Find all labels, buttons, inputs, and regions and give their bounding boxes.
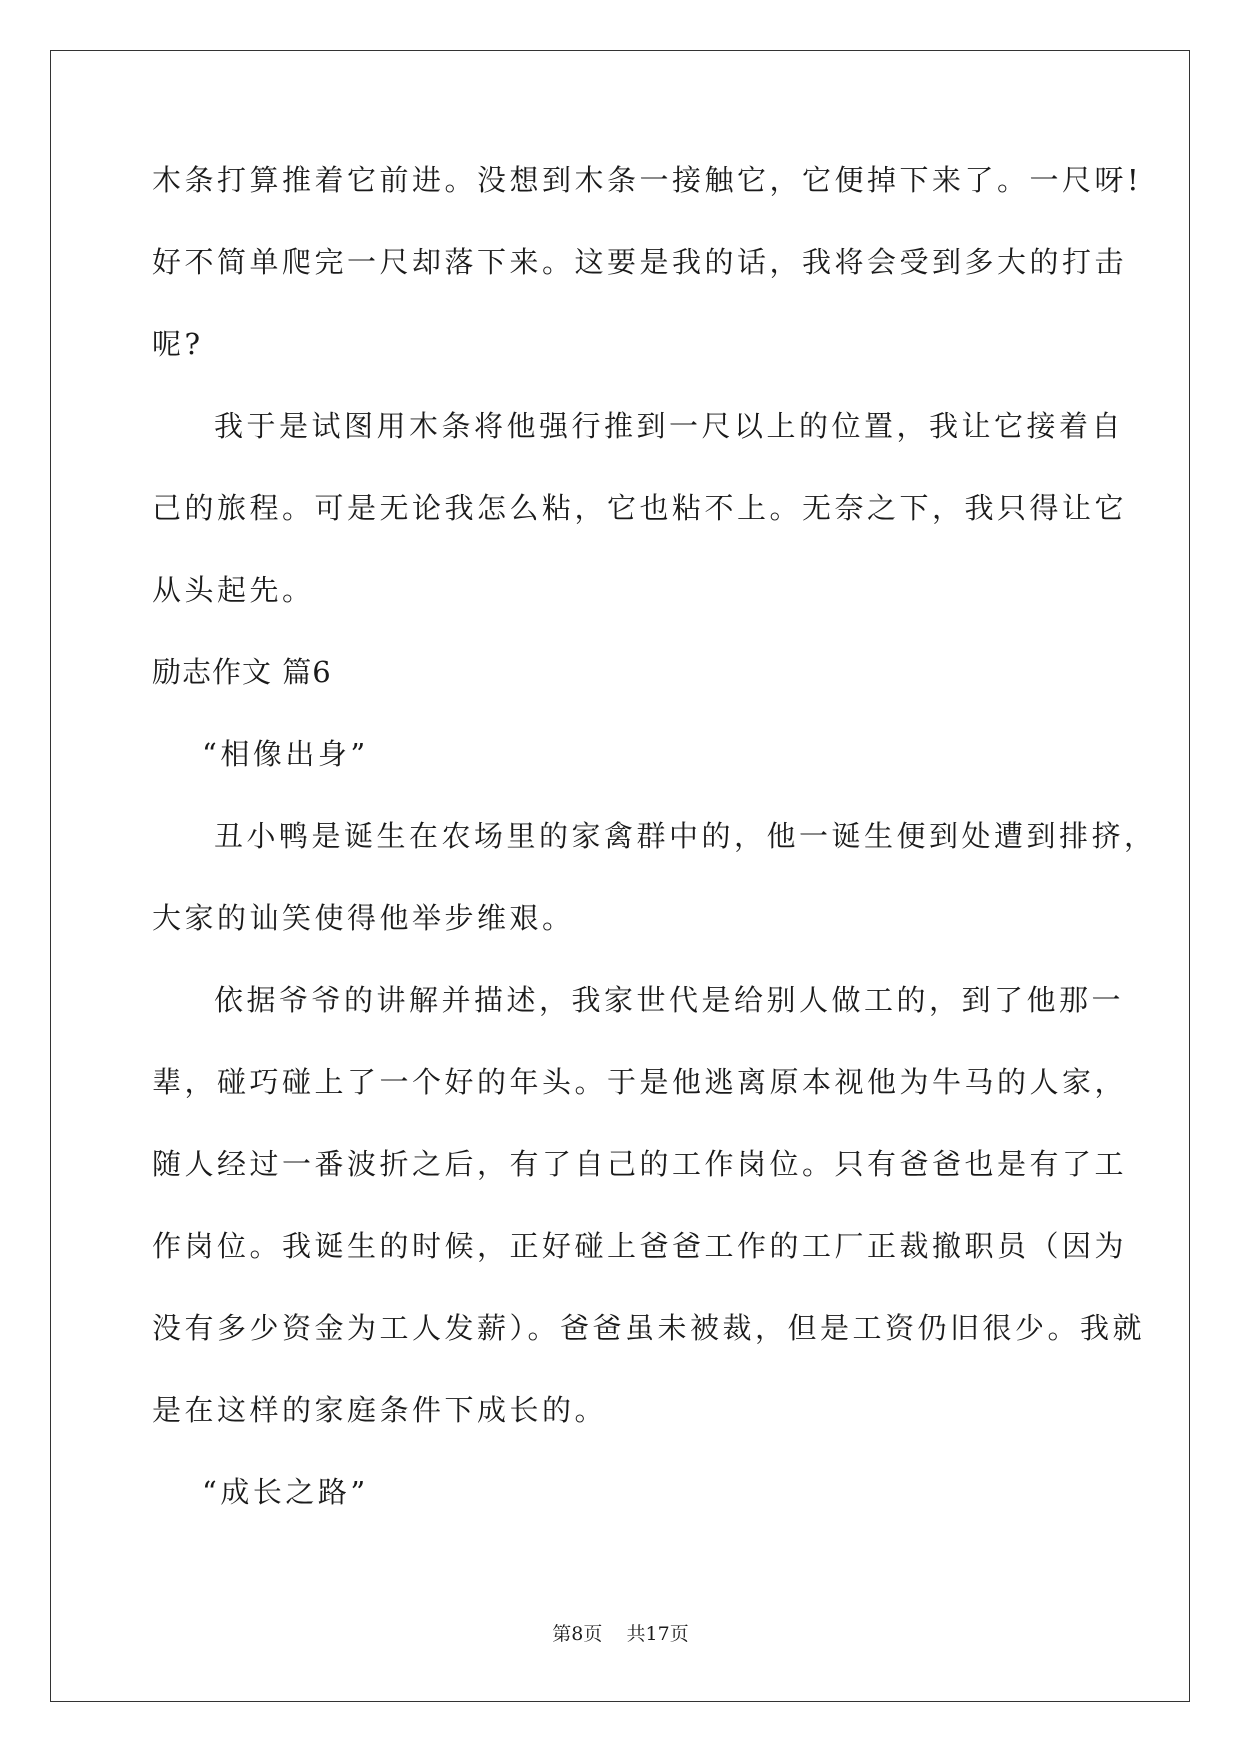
document-body <box>152 160 1157 1554</box>
text-line: 呢? <box>152 327 204 361</box>
text-line: 随人经过一番波折之后，有了自己的工作岗位。只有爸爸也是有了工 <box>152 1147 1128 1181</box>
text-line: 作岗位。我诞生的时候，正好碰上爸爸工作的工厂正裁撤职员（因为 <box>152 1229 1128 1263</box>
subsection-title: “相像出身” <box>202 737 369 771</box>
section-heading: 励志作文 篇6 <box>152 655 332 689</box>
text-line: 好不简单爬完一尺却落下来。这要是我的话，我将会受到多大的打击 <box>152 245 1128 279</box>
text-line: 辈，碰巧碰上了一个好的年头。于是他逃离原本视他为牛马的人家， <box>152 1065 1128 1099</box>
text-line: 己的旅程。可是无论我怎么粘，它也粘不上。无奈之下，我只得让它 <box>152 491 1128 525</box>
subsection-title: “成长之路” <box>202 1475 369 1509</box>
paragraph-start-line: 我于是试图用木条将他强行推到一尺以上的位置，我让它接着自 <box>214 409 1125 443</box>
text-line: 木条打算推着它前进。没想到木条一接触它，它便掉下来了。一尺呀! <box>152 163 1143 197</box>
page-number-footer: 第8页 共17页 <box>552 1623 689 1645</box>
text-line: 从头起先。 <box>152 573 315 607</box>
paragraph-start-line: 丑小鸭是诞生在农场里的家禽群中的，他一诞生便到处遭到排挤， <box>214 819 1157 853</box>
paragraph-start-line: 依据爷爷的讲解并描述，我家世代是给别人做工的，到了他那一 <box>214 983 1125 1017</box>
text-line: 大家的讪笑使得他举步维艰。 <box>152 901 575 935</box>
text-line: 是在这样的家庭条件下成长的。 <box>152 1393 608 1427</box>
text-line: 没有多少资金为工人发薪）。爸爸虽未被裁，但是工资仍旧很少。我就 <box>152 1311 1146 1345</box>
